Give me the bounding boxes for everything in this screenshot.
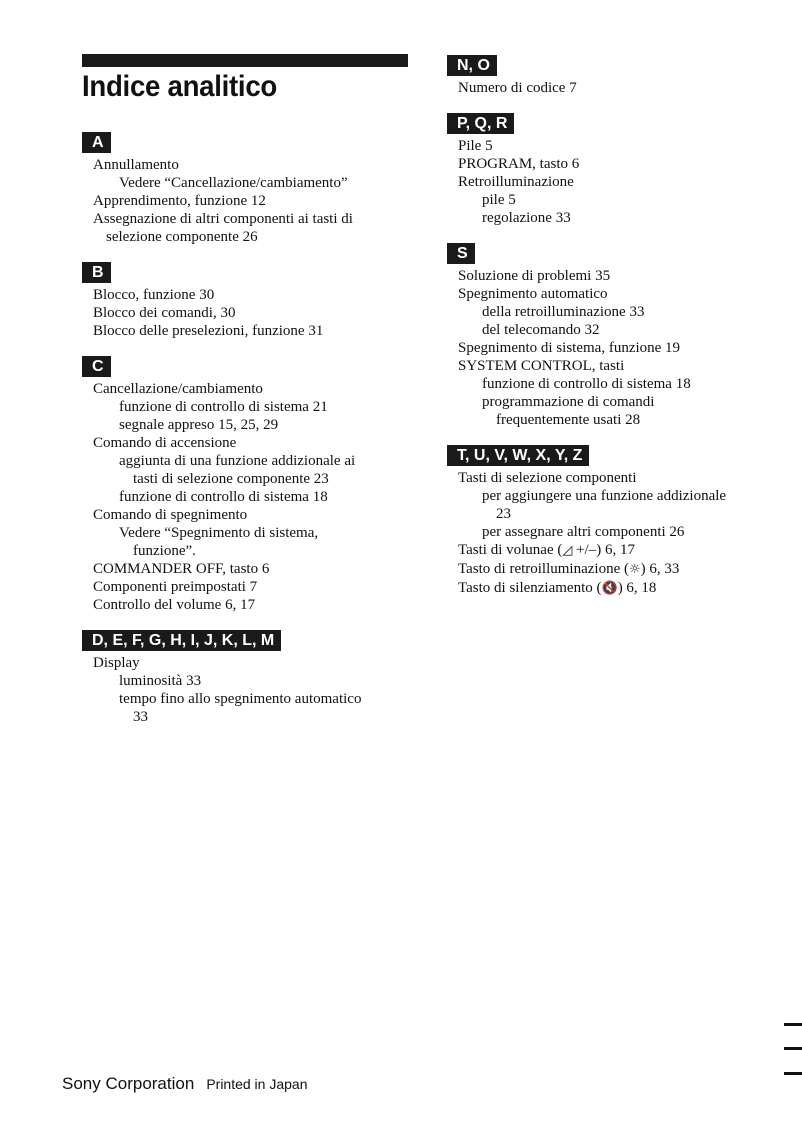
entry-text: ) 6, 18 (617, 580, 657, 596)
index-entry: Soluzione di problemi 35 (458, 268, 611, 284)
index-subentry-continuation: frequentemente usati 28 (496, 412, 641, 428)
section-letter-b: B (82, 262, 111, 283)
page-title: Indice analitico (82, 70, 277, 103)
index-entry: Componenti preimpostati 7 (93, 579, 258, 595)
footer-printed: Printed in Japan (206, 1076, 308, 1092)
index-entry: Spegnimento automatico (458, 286, 608, 302)
index-entry: Blocco delle preselezioni, funzione 31 (93, 323, 324, 339)
section-n-o (458, 55, 788, 97)
index-entry-backlight (458, 560, 788, 579)
index-entry: Pile 5 (458, 138, 493, 154)
index-entry: Tasti di selezione componenti (458, 470, 637, 486)
index-entry: Cancellazione/cambiamento (93, 381, 263, 397)
index-entry: Retroilluminazione (458, 174, 574, 190)
index-entry: Blocco dei comandi, 30 (93, 305, 236, 321)
index-entry: COMMANDER OFF, tasto 6 (93, 561, 270, 577)
index-subentry: funzione di controllo di sistema 18 (119, 489, 328, 505)
index-subentry: regolazione 33 (482, 210, 571, 226)
index-subentry-continuation: 23 (496, 506, 511, 522)
section-letter-t-z: T, U, V, W, X, Y, Z (447, 445, 589, 466)
index-entry: Controllo del volume 6, 17 (93, 597, 256, 613)
index-subentry: per aggiungere una funzione addizionale (482, 488, 727, 504)
index-subentry-continuation: 33 (133, 709, 148, 725)
index-subentry: del telecomando 32 (482, 322, 600, 338)
index-subentry: luminosità 33 (119, 673, 202, 689)
section-a (93, 132, 423, 246)
entry-text: Tasto di silenziamento ( (458, 580, 602, 596)
section-p-r (458, 113, 788, 227)
mute-icon: 🔇 (601, 581, 618, 596)
index-entry: Spegnimento di sistema, funzione 19 (458, 340, 681, 356)
section-letter-p-r: P, Q, R (447, 113, 514, 134)
volume-icon: ◿ (562, 543, 573, 558)
entry-text: +/–) 6, 17 (572, 542, 635, 558)
title-rule (82, 54, 408, 67)
index-subentry: per assegnare altri componenti 26 (482, 524, 685, 540)
index-entry: Assegnazione di altri componenti ai tasti di (93, 211, 353, 227)
entry-text: Tasti di volunae ( (458, 542, 563, 558)
index-subentry-continuation: funzione”. (133, 543, 196, 559)
section-d-m (93, 630, 423, 726)
index-entry: SYSTEM CONTROL, tasti (458, 358, 625, 374)
index-subentry: funzione di controllo di sistema 21 (119, 399, 328, 415)
index-subentry: aggiunta di una funzione addizionale ai (119, 453, 356, 469)
entry-text: Tasto di retroilluminazione ( (458, 561, 629, 577)
footer-corporation: Sony Corporation (62, 1074, 195, 1093)
index-entry: Numero di codice 7 (458, 80, 577, 96)
index-entry: Blocco, funzione 30 (93, 287, 215, 303)
index-entry: Comando di spegnimento (93, 507, 248, 523)
section-letter-c: C (82, 356, 111, 377)
index-subentry: Vedere “Cancellazione/cambiamento” (119, 175, 348, 191)
index-subentry: della retroilluminazione 33 (482, 304, 645, 320)
index-entry-mute (458, 579, 788, 598)
index-subentry: tempo fino allo spegnimento automatico (119, 691, 362, 707)
index-entry: Annullamento (93, 157, 179, 173)
index-entry: Display (93, 655, 140, 671)
index-subentry: pile 5 (482, 192, 516, 208)
footer (62, 1074, 308, 1094)
index-subentry: programmazione di comandi (482, 394, 655, 410)
index-entry: Comando di accensione (93, 435, 237, 451)
index-subentry-continuation: tasti di selezione componente 23 (133, 471, 329, 487)
section-letter-d-m: D, E, F, G, H, I, J, K, L, M (82, 630, 281, 651)
margin-tick-mark (784, 1023, 802, 1026)
margin-tick-mark (784, 1072, 802, 1075)
margin-tick-mark (784, 1047, 802, 1050)
index-entry-continuation: selezione componente 26 (106, 229, 258, 245)
index-column-right (458, 55, 788, 614)
index-column-left (93, 132, 423, 742)
section-b (93, 262, 423, 340)
section-c (93, 356, 423, 614)
index-entry: PROGRAM, tasto 6 (458, 156, 580, 172)
index-subentry: segnale appreso 15, 25, 29 (119, 417, 279, 433)
index-entry: Apprendimento, funzione 12 (93, 193, 266, 209)
section-letter-a: A (82, 132, 111, 153)
backlight-icon: ☼ (628, 562, 641, 577)
index-subentry: funzione di controllo di sistema 18 (482, 376, 691, 392)
section-letter-n-o: N, O (447, 55, 497, 76)
index-entry-volume (458, 541, 788, 560)
section-letter-s: S (447, 243, 475, 264)
section-t-z (458, 445, 788, 598)
index-subentry: Vedere “Spegnimento di sistema, (119, 525, 319, 541)
entry-text: ) 6, 33 (640, 561, 680, 577)
section-s (458, 243, 788, 429)
